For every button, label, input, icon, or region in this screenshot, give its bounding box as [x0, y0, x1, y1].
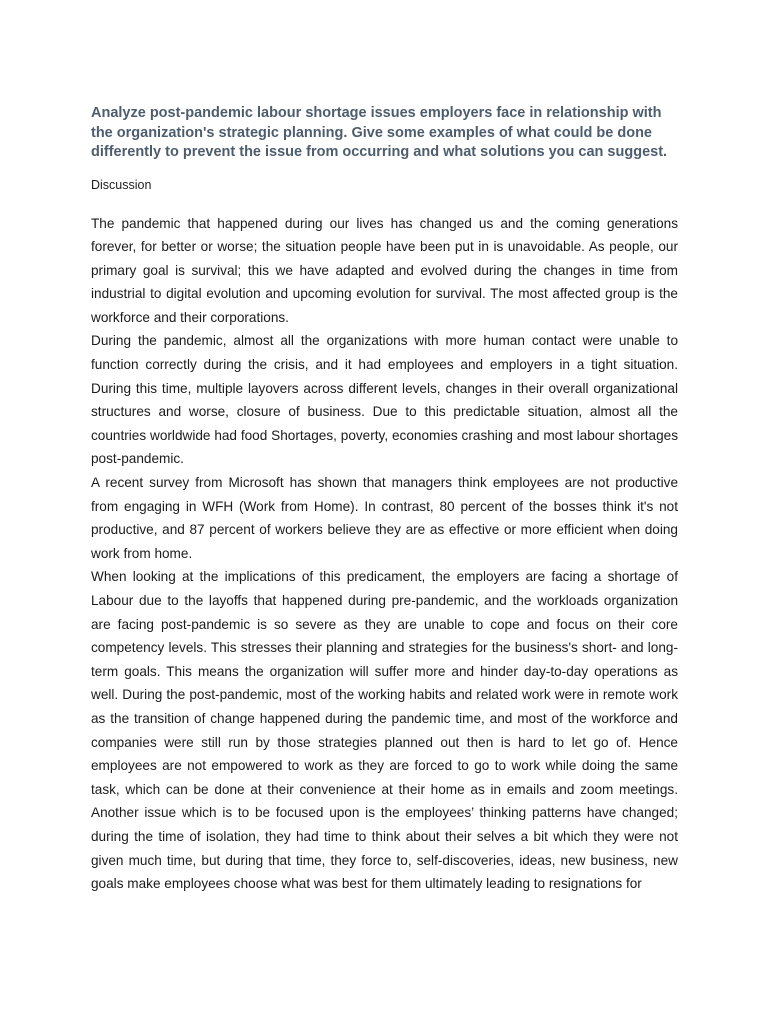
document-body [91, 212, 678, 896]
section-label: Discussion [91, 177, 152, 192]
document-content [91, 104, 678, 896]
paragraph: When looking at the implications of this predicament, the employers are facing a shortage of Labour due to the layoffs that happened during pre-pandemic, and the workloads organization are facing post-pandemic is so severe as they are unable to cope and focus on their core competency levels. This stresses their planning and strategies for the business's short- and long-term goals. This means the organization will suffer more and hinder day-to-day operations as well. During the post-pandemic, most of the working habits and related work were in remote work as the transition of change happened during the pandemic time, and most of the workforce and companies were still run by those strategies planned out then is hard to let go of. Hence employees are not empowered to work as they are forced to go to work while doing the same task, which can be done at their convenience at their home as in emails and zoom meetings. Another issue which is to be focused upon is the employees’ thinking patterns have changed; during the time of isolation, they had time to think about their selves a bit which they were not given much time, but during that time, they force to, self-discoveries, ideas, new business, new goals make employees choose what was best for them ultimately leading to resignations for [91, 569, 678, 892]
paragraph: The pandemic that happened during our lives has changed us and the coming generations forever, for better or worse; the situation people have been put in is unavoidable. As people, our primary goal is survival; this we have adapted and evolved during the changes in time from industrial to digital evolution and upcoming evolution for survival. The most affected group is the workforce and their corporations. [91, 215, 678, 325]
paragraph: A recent survey from Microsoft has shown that managers think employees are not productive from engaging in WFH (Work from Home). In contrast, 80 percent of the bosses think it's not productive, and 87 percent of workers believe they are as effective or more efficient when doing work from home. [91, 475, 678, 561]
paragraph: During the pandemic, almost all the organizations with more human contact were unable to function correctly during the crisis, and it had employees and employers in a tight situation. During this time, multiple layovers across different levels, changes in their overall organizational structures and worse, closure of business. Due to this predictable situation, almost all the countries worldwide had food Shortages, poverty, economies crashing and most labour shortages post-pandemic. [91, 333, 678, 467]
document-title: Analyze post-pandemic labour shortage issues employers face in relationship with the organization's strategic planning. Give some examples of what could be done differently to prevent the issue from occurring and what solutions you can suggest. [91, 105, 668, 160]
